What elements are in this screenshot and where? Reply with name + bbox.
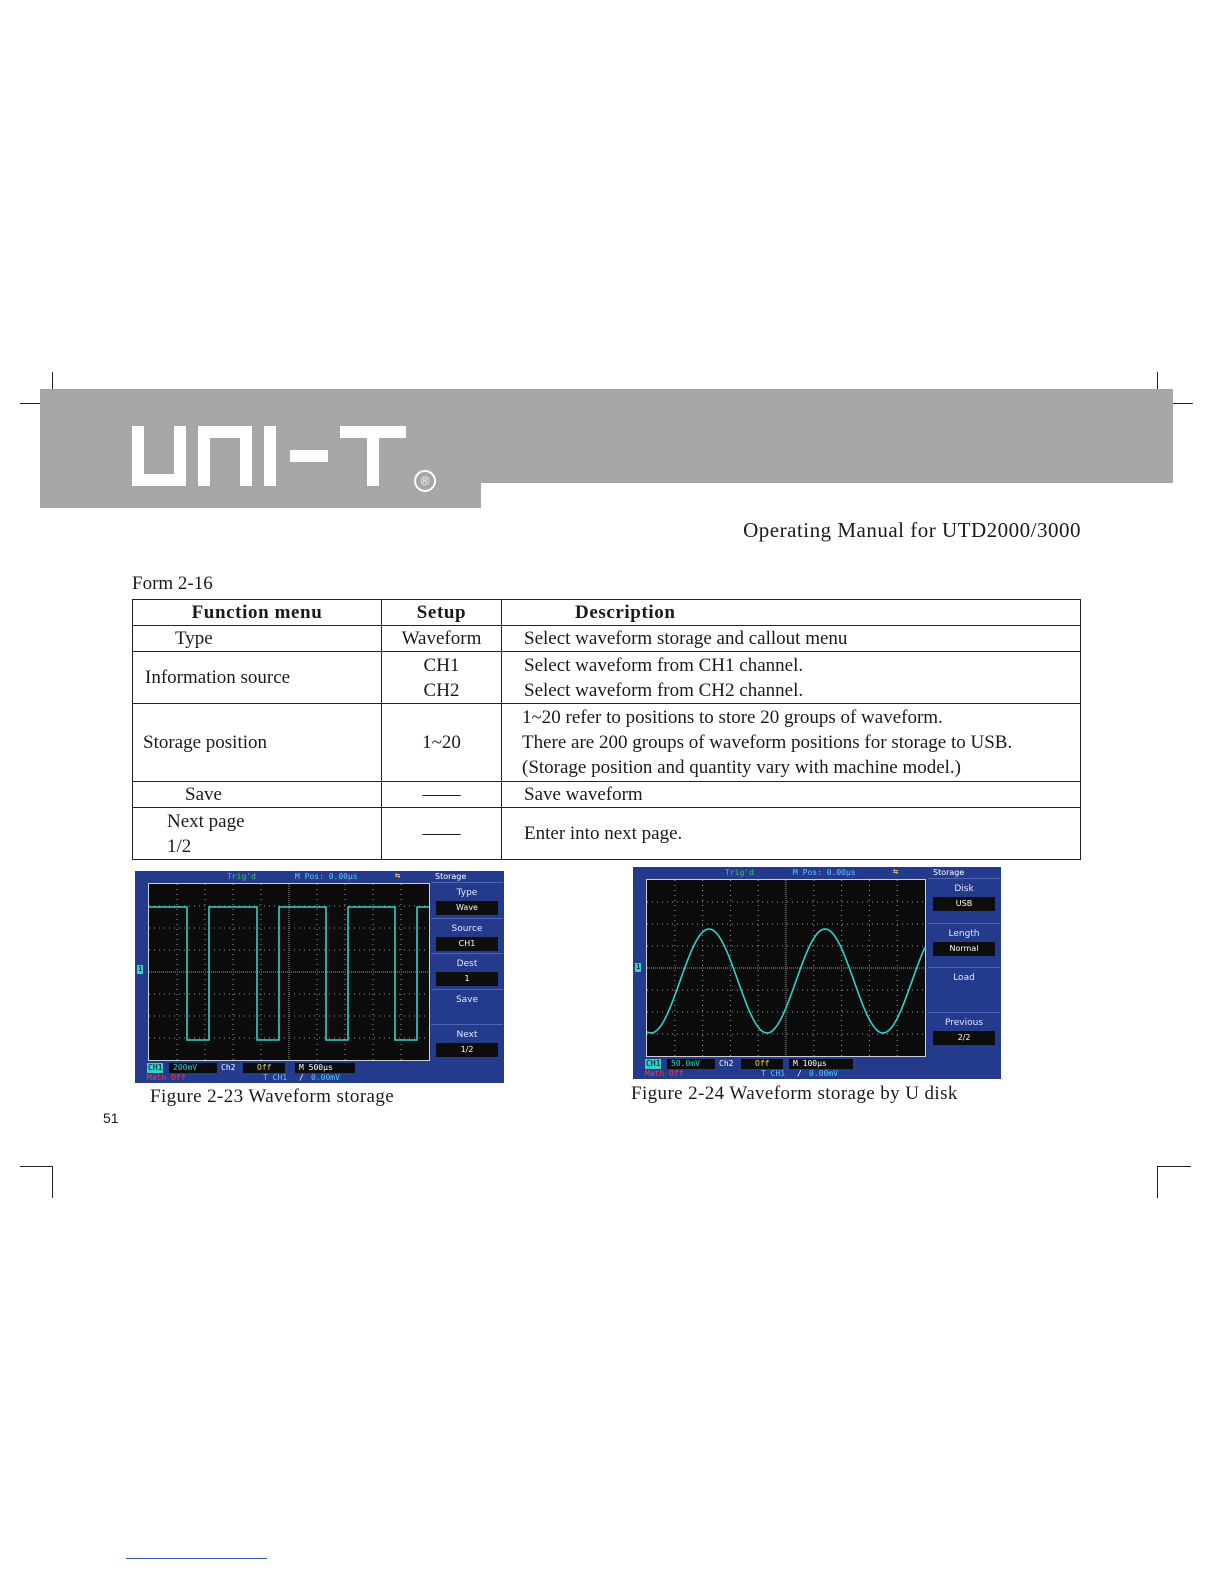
table-header: Function menu	[133, 600, 382, 626]
table-cell: Select waveform from CH1 channel. Select waveform from CH2 channel.	[502, 652, 1081, 704]
menu-item-value: 1/2	[436, 1043, 498, 1057]
menu-item-load[interactable]	[928, 967, 1000, 1013]
brand-logo	[130, 424, 440, 488]
table-header: Setup	[382, 600, 502, 626]
footer-rule	[126, 1558, 267, 1559]
registered-mark: ®	[414, 470, 436, 492]
menu-item-label: Previous	[944, 1017, 984, 1028]
table-row	[133, 626, 1081, 652]
trigger-source: T CH1	[263, 1073, 288, 1082]
crop-mark	[1173, 403, 1193, 404]
table-row	[133, 782, 1081, 808]
crop-mark	[20, 403, 40, 404]
table-header-row	[133, 600, 1081, 626]
table-cell: 1~20 refer to positions to store 20 groups of waveform. There are 200 groups of waveform positions for storage to USB. (Storage position and quantity vary with machine model.)	[502, 704, 1081, 782]
trig-status: Trig'd	[227, 872, 256, 881]
trigger-slope: /	[797, 1069, 802, 1078]
ch1-scale: 50.0mV	[667, 1059, 715, 1069]
menu-item-dest[interactable]	[431, 953, 503, 990]
ch1-scale: 200mV	[169, 1063, 217, 1073]
m-pos-readout: M Pos: 0.00μs	[295, 872, 358, 881]
trigger-source: T CH1	[761, 1069, 786, 1078]
menu-item-label: Disk	[954, 884, 974, 894]
table-cell: Next page 1/2	[133, 808, 382, 860]
trigger-level: 0.00mV	[809, 1069, 838, 1078]
menu-item-length[interactable]	[928, 923, 1000, 969]
table-cell: Enter into next page.	[502, 808, 1081, 860]
menu-item-disk[interactable]	[928, 878, 1000, 924]
table-cell: 1~20	[382, 704, 502, 782]
menu-item-value: CH1	[436, 937, 498, 951]
table-header: Description	[502, 600, 1081, 626]
table-cell: Save	[133, 782, 382, 808]
table-cell: Type	[133, 626, 382, 652]
menu-item-label: Type	[456, 888, 478, 898]
table-row	[133, 808, 1081, 860]
side-menu	[431, 882, 503, 1060]
menu-item-label: Length	[948, 928, 980, 939]
table-row	[133, 652, 1081, 704]
ch1-label: CH1	[646, 1059, 661, 1068]
menu-item-label: Load	[953, 973, 975, 983]
document-subtitle: Operating Manual for UTD2000/3000	[743, 518, 1081, 542]
ch1-marker-icon: 1	[138, 965, 143, 973]
math-state: Math Off	[645, 1069, 684, 1078]
table-cell: Waveform	[382, 626, 502, 652]
menu-item-save[interactable]	[431, 989, 503, 1026]
menu-item-source[interactable]	[431, 918, 503, 955]
crop-mark	[20, 1166, 53, 1167]
timebase: M 500μs	[295, 1063, 355, 1073]
table-cell: Save waveform	[502, 782, 1081, 808]
figure-caption-left: Figure 2-23 Waveform storage	[150, 1086, 395, 1107]
oscilloscope-screen-left	[135, 871, 504, 1083]
menu-item-value: 1	[436, 972, 498, 986]
trigger-slope: /	[299, 1073, 304, 1082]
menu-title: Storage	[933, 868, 965, 877]
table-cell: Information source	[133, 652, 382, 704]
figure-caption-right: Figure 2-24 Waveform storage by U disk	[631, 1083, 958, 1104]
ch2-label: Ch2	[221, 1063, 236, 1072]
menu-item-next[interactable]	[431, 1024, 503, 1061]
table-cell: ——	[382, 808, 502, 860]
menu-item-label: Source	[451, 923, 483, 934]
menu-item-value: USB	[933, 897, 995, 911]
menu-item-value: Wave	[436, 901, 498, 915]
crop-mark	[1157, 1166, 1191, 1167]
menu-item-label: Next	[456, 1030, 478, 1041]
menu-item-previous[interactable]	[928, 1012, 1000, 1058]
ch2-state: Off	[243, 1063, 285, 1073]
function-table	[132, 599, 1081, 860]
table-row	[133, 704, 1081, 782]
menu-title: Storage	[435, 872, 467, 881]
table-cell: Select waveform storage and callout menu	[502, 626, 1081, 652]
oscilloscope-screen-right	[633, 867, 1001, 1079]
timebase: M 100μs	[789, 1059, 853, 1069]
trig-status: Trig'd	[725, 868, 754, 877]
table-cell: ——	[382, 782, 502, 808]
math-state: Math Off	[147, 1073, 186, 1082]
crop-mark	[1157, 1166, 1158, 1198]
table-cell: Storage position	[133, 704, 382, 782]
ch1-marker-icon: 1	[636, 963, 641, 971]
menu-item-label: Save	[455, 994, 479, 1005]
menu-item-value: 2/2	[933, 1031, 995, 1045]
crop-mark	[52, 1166, 53, 1198]
ch2-label: Ch2	[719, 1059, 734, 1068]
menu-item-value: Normal	[933, 942, 995, 956]
form-label: Form 2-16	[132, 573, 213, 594]
ch1-label: CH1	[148, 1063, 163, 1072]
menu-item-type[interactable]	[431, 882, 503, 919]
trigger-level: 0.00mV	[311, 1073, 340, 1082]
usb-icon: ⇆	[395, 871, 401, 881]
usb-icon: ⇆	[893, 867, 899, 877]
menu-item-label: Dest	[456, 959, 478, 970]
side-menu	[928, 878, 1000, 1056]
ch2-state: Off	[741, 1059, 783, 1069]
m-pos-readout: M Pos: 0.00μs	[793, 868, 856, 877]
table-cell: CH1 CH2	[382, 652, 502, 704]
page-number: 51	[103, 1110, 119, 1126]
